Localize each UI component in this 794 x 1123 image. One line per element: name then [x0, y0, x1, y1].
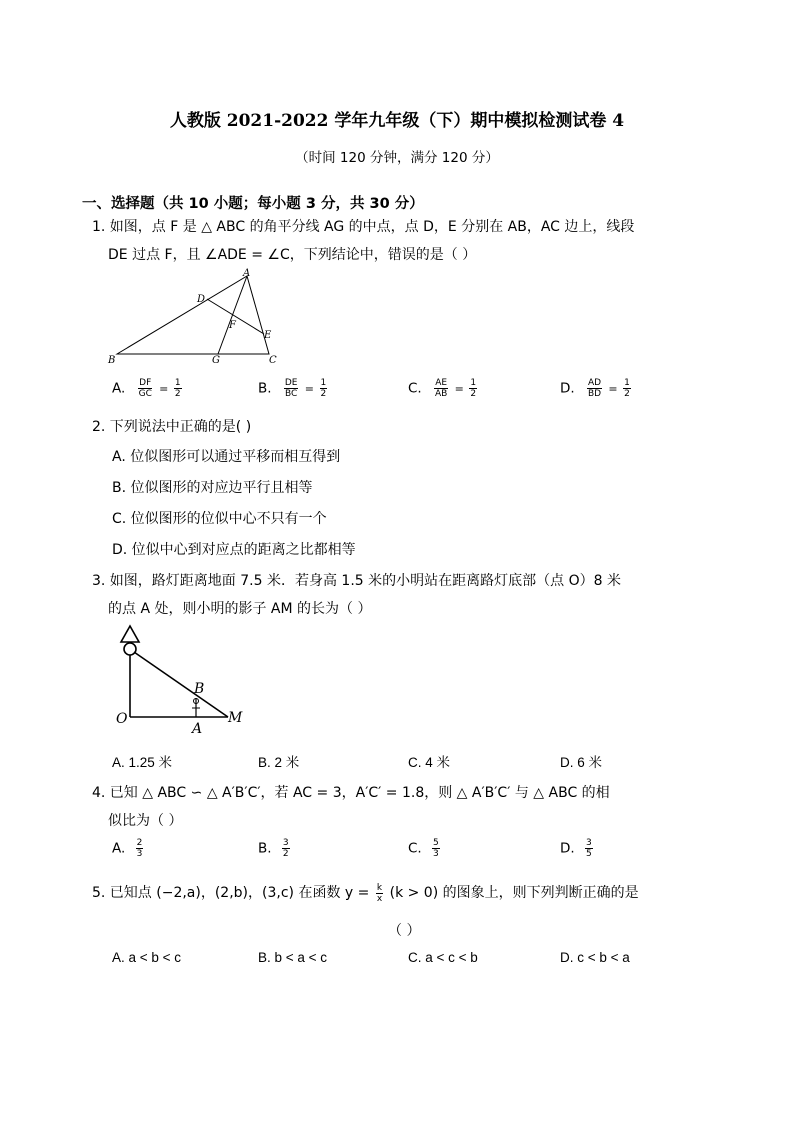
- label-d: D: [197, 294, 206, 305]
- q3-streetlight-figure: [108, 624, 258, 736]
- q5-line1: 5. 已知点 (−2,a)，(2,b)，(3,c) 在函数 y = $\frac{k}{x}$ (k > 0) 的图象上，则下列判断正确的是: [92, 882, 639, 904]
- q3-option-b[interactable]: B. 2 米: [258, 755, 300, 770]
- label-o: O: [116, 711, 128, 727]
- q2-option-a[interactable]: A. 位似图形可以通过平移而相互得到: [112, 449, 341, 465]
- q5-option-d[interactable]: D. c < b < a: [560, 950, 630, 965]
- label-m: M: [228, 710, 243, 726]
- lamp-bulb: [124, 643, 136, 655]
- exam-title: 人教版 2021-2022 学年九年级（下）期中模拟检测试卷 4: [169, 111, 625, 131]
- lamp-shade: [121, 626, 139, 642]
- q4-option-d[interactable]: D. $\frac{3}{5}$: [560, 838, 592, 859]
- q5-option-b[interactable]: B. b < a < c: [258, 950, 328, 965]
- label-e: E: [264, 330, 272, 341]
- q1-option-b[interactable]: B. $\frac{DE}{BC}$ = $\frac{1}{2}$: [258, 378, 327, 399]
- q3-option-d[interactable]: D. 6 米: [560, 755, 603, 770]
- label-f: F: [229, 320, 236, 331]
- label-a: A: [192, 721, 203, 736]
- q4-option-a[interactable]: A. $\frac{2}{3}$: [112, 838, 143, 859]
- q4-option-b[interactable]: B. $\frac{3}{2}$: [258, 838, 289, 859]
- q4-line1: 4. 已知 △ ABC ∽ △ A′B′C′，若 AC = 3，A′C′ = 1.8，则 △ A′B′C′ 与 △ ABC 的相: [92, 785, 610, 801]
- q5-option-a[interactable]: A. a < b < c: [112, 950, 182, 965]
- q3-option-a[interactable]: A. 1.25 米: [112, 755, 173, 770]
- label-c: C: [269, 355, 277, 366]
- q2-stem: 2. 下列说法中正确的是( ): [92, 419, 252, 435]
- q1-line1: 1. 如图，点 F 是 △ ABC 的角平分线 AG 的中点，点 D，E 分别在 AB，AC 边上，线段: [92, 219, 635, 235]
- q5-option-c[interactable]: C. a < c < b: [408, 950, 478, 965]
- label-b: B: [194, 681, 205, 697]
- q4-option-c[interactable]: C. $\frac{5}{3}$: [408, 838, 439, 859]
- q3-line1: 3. 如图，路灯距离地面 7.5 米．若身高 1.5 米的小明站在距离路灯底部（点 O）8 米: [92, 573, 621, 589]
- q1-option-a[interactable]: A. $\frac{DF}{GC}$ = $\frac{1}{2}$: [112, 378, 181, 399]
- q3-option-c[interactable]: C. 4 米: [408, 755, 451, 770]
- label-a: A: [243, 268, 251, 279]
- exam-subtitle: （时间 120 分钟，满分 120 分）: [295, 150, 499, 166]
- q1-line2: DE 过点 F，且 ∠ADE = ∠C，下列结论中，错误的是（ ）: [108, 247, 477, 263]
- section-heading: 一、选择题（共 10 小题；每小题 3 分，共 30 分）: [82, 196, 424, 212]
- label-b: B: [108, 355, 116, 366]
- q5-answer-paren: （ ）: [388, 923, 421, 939]
- q1-triangle-figure: [100, 268, 290, 368]
- triangle-abc: [117, 276, 269, 354]
- q4-line2: 似比为（ ）: [108, 813, 183, 829]
- q1-option-c[interactable]: C. $\frac{AE}{AB}$ = $\frac{1}{2}$: [408, 378, 477, 399]
- label-g: G: [212, 355, 220, 366]
- q1-option-d[interactable]: D. $\frac{AD}{BD}$ = $\frac{1}{2}$: [560, 378, 630, 399]
- q2-option-c[interactable]: C. 位似图形的位似中心不只有一个: [112, 511, 327, 527]
- q2-option-b[interactable]: B. 位似图形的对应边平行且相等: [112, 480, 313, 496]
- q3-line2: 的点 A 处，则小明的影子 AM 的长为（ ）: [108, 601, 372, 617]
- q2-option-d[interactable]: D. 位似中心到对应点的距离之比都相等: [112, 542, 356, 558]
- light-ray: [134, 652, 228, 717]
